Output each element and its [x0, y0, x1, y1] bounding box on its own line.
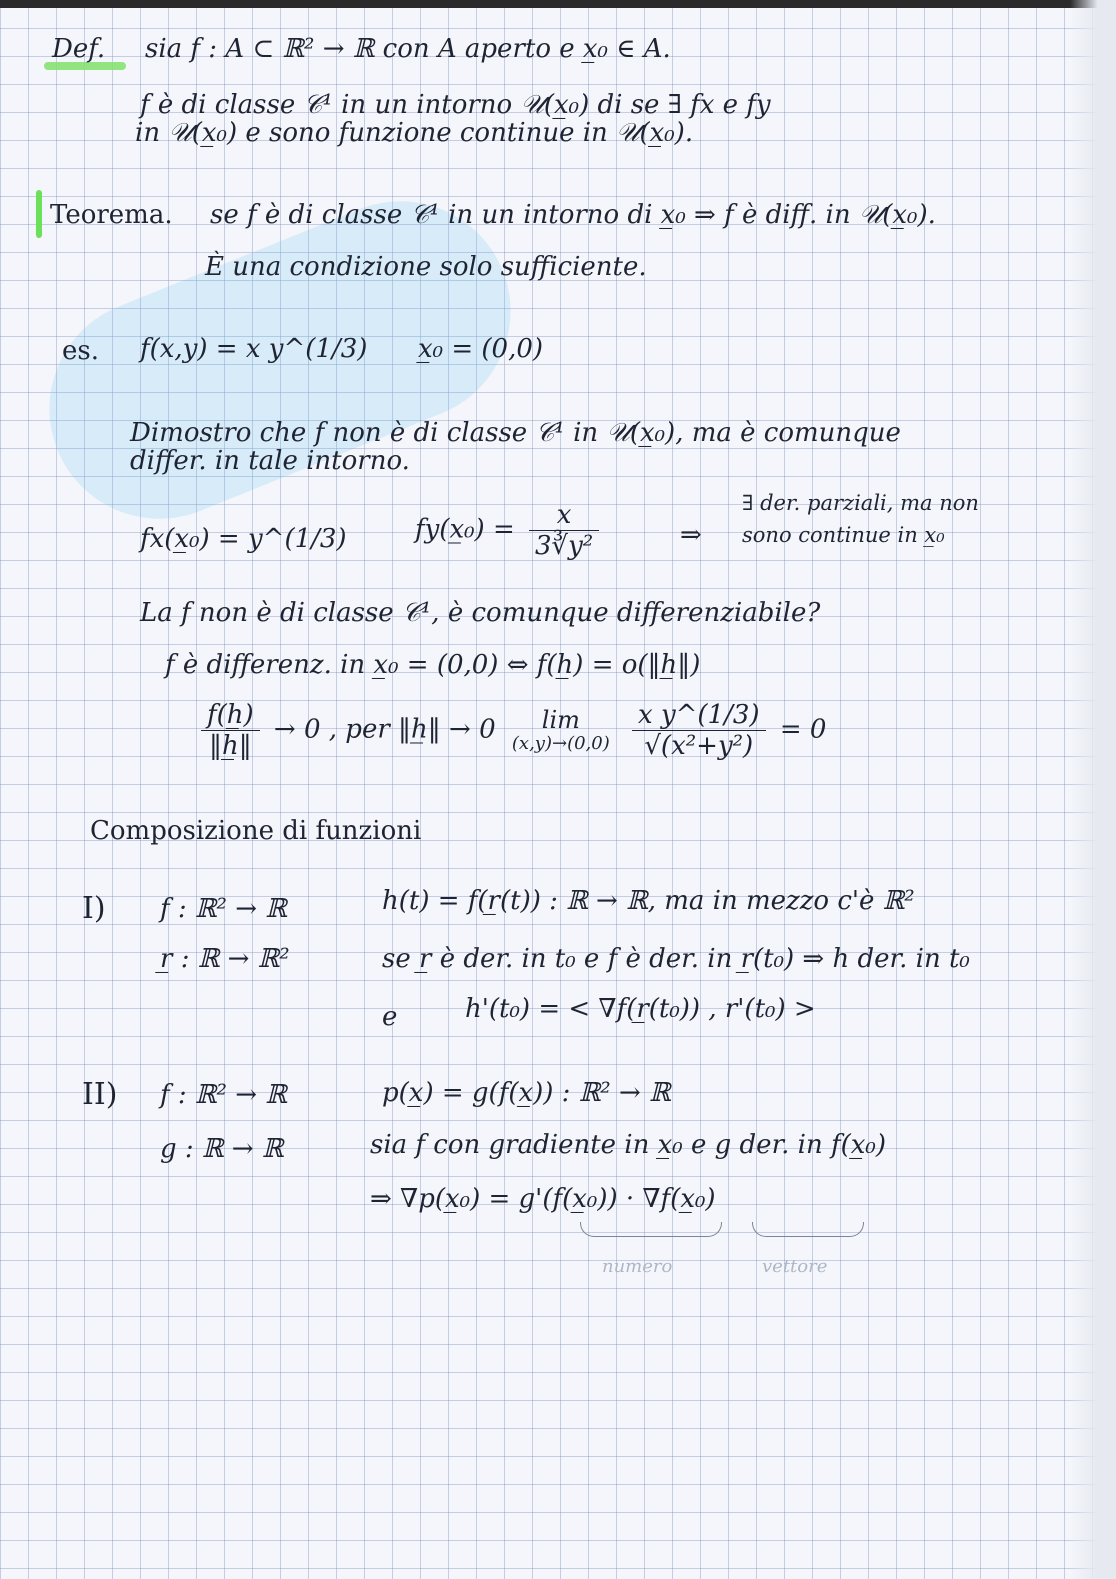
- partial-fy-lhs: fy(x̲₀) =: [415, 514, 515, 545]
- definition-line-2: f è di classe 𝒞¹ in un intorno 𝒰(x̲₀) di se ∃ fx e fy: [140, 90, 771, 120]
- case-2-formula: ⇒ ∇p(x̲₀) = g'(f(x̲₀)) · ∇f(x̲₀): [370, 1184, 716, 1214]
- partial-fy-numerator: x: [529, 500, 599, 531]
- case-2-p: p(x̲) = g(f(x̲)) : ℝ² → ℝ: [382, 1078, 671, 1108]
- case-1-formula: h'(t₀) = < ∇f(r̲(t₀)) , r'(t₀) >: [465, 994, 816, 1024]
- differentiability-condition: f è differenz. in x̲₀ = (0,0) ⇔ f(h̲) = o(‖h̲‖): [165, 650, 701, 680]
- brace-left-label: numero: [602, 1256, 673, 1277]
- example-label: es.: [62, 336, 99, 366]
- case-1-e: e: [382, 1002, 398, 1032]
- partial-fy-denominator: 3∛y²: [535, 531, 594, 561]
- definition-line-3: in 𝒰(x̲₀) e sono funzione continue in 𝒰(x̲₀).: [135, 118, 694, 148]
- brace-left: [580, 1222, 722, 1237]
- limit-fraction: [632, 700, 766, 761]
- page-right-edge: [1070, 0, 1116, 1579]
- ratio-numerator: f(h̲): [201, 700, 260, 731]
- limit-result: = 0: [779, 714, 827, 745]
- limit-denominator: √(x²+y²): [644, 731, 754, 761]
- theorem-label: Teorema.: [50, 200, 173, 230]
- partials-note-2: sono continue in x̲₀: [742, 523, 945, 547]
- limit-line: [195, 700, 826, 761]
- differentiability-question: La f non è di classe 𝒞¹, è comunque differenziabile?: [140, 598, 821, 628]
- theorem-line-2: È una condizione solo sufficiente.: [205, 252, 647, 282]
- theorem-highlight: [36, 190, 42, 238]
- case-1-label: I): [82, 891, 106, 926]
- limit-numerator: x y^(1/3): [632, 700, 766, 731]
- partial-fx: fx(x̲₀) = y^(1/3): [140, 524, 347, 554]
- case-2-f: f : ℝ² → ℝ: [160, 1080, 287, 1110]
- case-2-condition: sia f con gradiente in x̲₀ e g der. in f(x̲₀): [370, 1130, 886, 1160]
- composition-heading: Composizione di funzioni: [90, 816, 422, 846]
- partial-fy-fraction: [529, 500, 599, 561]
- example-point: x̲₀ = (0,0): [418, 334, 544, 364]
- brace-right-label: vettore: [762, 1256, 828, 1277]
- partials-note-1: ∃ der. parziali, ma non: [742, 491, 979, 515]
- case-2-label: II): [82, 1077, 118, 1112]
- definition-label: Def.: [52, 34, 106, 64]
- case-1-r: r̲ : ℝ → ℝ²: [160, 944, 290, 974]
- partial-fy: [415, 500, 605, 561]
- page-top-edge: [0, 0, 1116, 8]
- case-1-h: h(t) = f(r̲(t)) : ℝ → ℝ, ma in mezzo c'è ℝ²: [382, 886, 915, 916]
- ratio-denominator: ‖h̲‖: [208, 731, 252, 761]
- limit-word: lim: [541, 705, 580, 734]
- limit-operator: [512, 707, 610, 755]
- example-function: f(x,y) = x y^(1/3): [140, 334, 368, 364]
- ratio-rest: → 0 , per ‖h̲‖ → 0: [273, 714, 496, 745]
- case-1-f: f : ℝ² → ℝ: [160, 894, 287, 924]
- implies-arrow: ⇒: [680, 520, 702, 550]
- example-intro-1: Dimostro che f non è di classe 𝒞¹ in 𝒰(x̲₀), ma è comunque: [130, 418, 901, 448]
- brace-right: [752, 1222, 864, 1237]
- definition-line-1: sia f : A ⊂ ℝ² → ℝ con A aperto e x̲₀ ∈ A.: [145, 34, 671, 64]
- theorem-line-1: se f è di classe 𝒞¹ in un intorno di x̲₀ ⇒ f è diff. in 𝒰(x̲₀).: [210, 200, 936, 230]
- example-intro-2: differ. in tale intorno.: [130, 446, 410, 476]
- case-2-g: g : ℝ → ℝ: [160, 1134, 284, 1164]
- limit-subscript: (x,y)→(0,0): [511, 732, 610, 754]
- ratio-fraction: [201, 700, 260, 761]
- case-1-condition: se r̲ è der. in t₀ e f è der. in r̲(t₀) ⇒ h der. in t₀: [382, 944, 970, 974]
